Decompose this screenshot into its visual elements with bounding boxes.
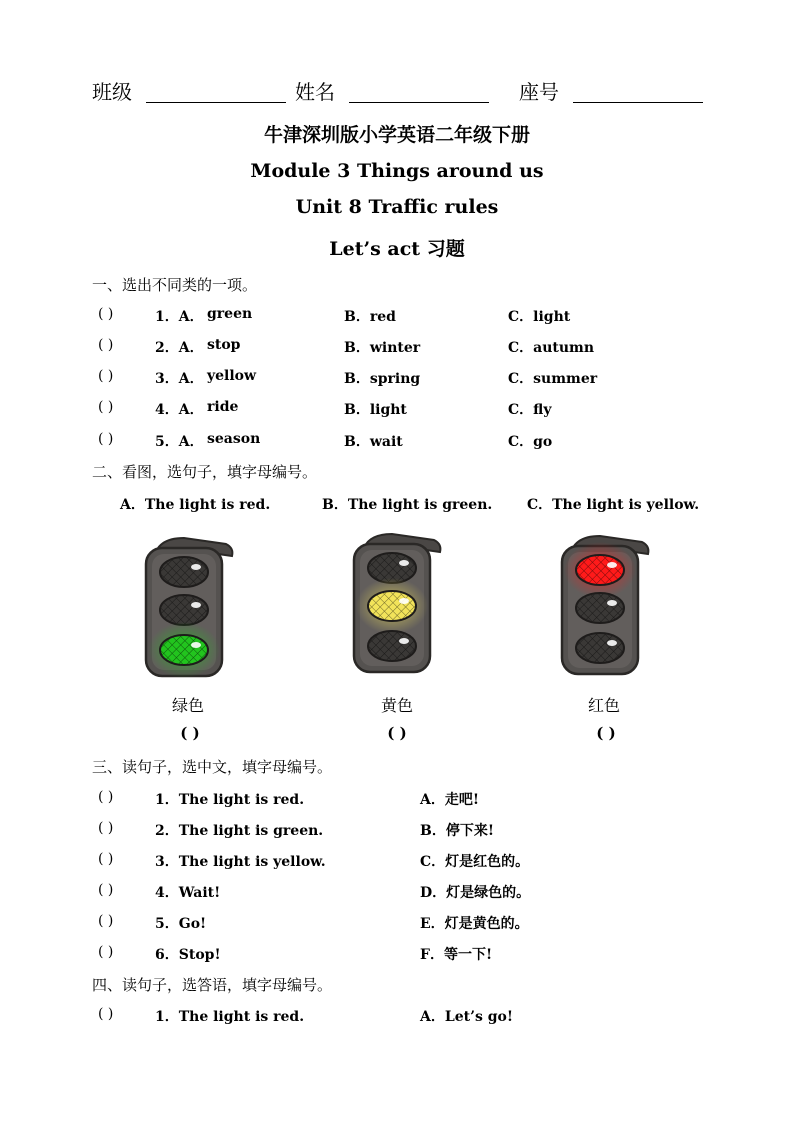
question-row — [0, 368, 794, 388]
option-c: C．The light is yellow. — [527, 497, 700, 513]
option-a: ride — [207, 399, 239, 415]
answer-option: D．灯是绿色的。 — [420, 885, 531, 901]
question-number: 4．A． — [155, 402, 204, 418]
question-row — [0, 789, 794, 809]
option-b: B．red — [344, 309, 396, 325]
module-title: Module 3 Things around us — [250, 160, 544, 182]
question-row — [0, 306, 794, 326]
option-a: green — [207, 306, 253, 322]
answer-blank[interactable]: ( ) — [98, 368, 114, 384]
answer-blank-yellow[interactable]: ( ) — [387, 724, 407, 742]
question-row — [0, 851, 794, 871]
question-row — [0, 820, 794, 840]
answer-blank-red[interactable]: ( ) — [596, 724, 616, 742]
traffic-light-red-image — [550, 528, 660, 678]
question-row — [0, 337, 794, 357]
answer-option: E．灯是黄色的。 — [420, 916, 529, 932]
answer-blank[interactable]: ( ) — [98, 431, 114, 447]
option-b: B．light — [344, 402, 407, 418]
section1-heading: 一、选出不同类的一项。 — [92, 276, 258, 294]
color-label-red: 红色 — [587, 696, 620, 715]
section3-heading: 三、读句子，选中文，填字母编号。 — [92, 758, 333, 776]
answer-option: A．走吧! — [420, 792, 480, 808]
name-label: 姓名 — [295, 80, 335, 104]
option-b: B．The light is green. — [322, 497, 493, 513]
question-number: 5．A． — [155, 434, 204, 450]
option-c: C．summer — [508, 371, 598, 387]
option-c: C．autumn — [508, 340, 595, 356]
question-text: 1．The light is red. — [155, 1009, 305, 1025]
question-number: 2．A． — [155, 340, 204, 356]
class-label: 班级 — [92, 80, 132, 104]
question-number: 1．A． — [155, 309, 204, 325]
color-label-green: 绿色 — [171, 696, 204, 715]
answer-blank[interactable]: ( ) — [98, 1006, 114, 1022]
question-row — [0, 431, 794, 451]
color-label-yellow: 黄色 — [380, 696, 413, 715]
option-b: B．wait — [344, 434, 403, 450]
answer-blank[interactable]: ( ) — [98, 306, 114, 322]
traffic-light-yellow-image — [342, 526, 452, 676]
answer-blank[interactable]: ( ) — [98, 337, 114, 353]
question-row — [0, 399, 794, 419]
answer-blank[interactable]: ( ) — [98, 820, 114, 836]
answer-option: A．Let’s go! — [420, 1009, 513, 1025]
option-c: C．fly — [508, 402, 552, 418]
option-b: B．winter — [344, 340, 421, 356]
lesson-title: Let’s act 习题 — [329, 238, 465, 260]
question-row — [0, 1006, 794, 1026]
answer-blank[interactable]: ( ) — [98, 882, 114, 898]
traffic-light-green-image — [134, 530, 244, 680]
seat-label: 座号 — [519, 80, 559, 104]
question-row — [0, 944, 794, 964]
answer-option: F．等一下! — [420, 947, 493, 963]
name-blank[interactable] — [349, 102, 489, 103]
question-text: 6．Stop! — [155, 947, 221, 963]
answer-blank[interactable]: ( ) — [98, 913, 114, 929]
answer-option: B．停下来! — [420, 823, 494, 839]
option-b: B．spring — [344, 371, 421, 387]
answer-blank[interactable]: ( ) — [98, 789, 114, 805]
answer-blank-green[interactable]: ( ) — [180, 724, 200, 742]
question-number: 3．A． — [155, 371, 204, 387]
option-a: stop — [207, 337, 241, 353]
question-row — [0, 882, 794, 902]
book-title: 牛津深圳版小学英语二年级下册 — [263, 124, 530, 146]
question-text: 5．Go! — [155, 916, 207, 932]
answer-option: C．灯是红色的。 — [420, 854, 530, 870]
question-row — [0, 913, 794, 933]
section2-heading: 二、看图，选句子，填字母编号。 — [92, 463, 318, 481]
option-c: C．go — [508, 434, 553, 450]
option-a: season — [207, 431, 261, 447]
section4-heading: 四、读句子，选答语，填字母编号。 — [92, 976, 333, 994]
question-text: 2．The light is green. — [155, 823, 324, 839]
answer-blank[interactable]: ( ) — [98, 399, 114, 415]
unit-title: Unit 8 Traffic rules — [295, 196, 499, 218]
question-text: 4．Wait! — [155, 885, 221, 901]
seat-blank[interactable] — [573, 102, 703, 103]
option-a: yellow — [207, 368, 257, 384]
option-a: A．The light is red. — [120, 497, 271, 513]
answer-blank[interactable]: ( ) — [98, 851, 114, 867]
option-c: C．light — [508, 309, 571, 325]
question-text: 1．The light is red. — [155, 792, 305, 808]
answer-blank[interactable]: ( ) — [98, 944, 114, 960]
class-blank[interactable] — [146, 102, 286, 103]
question-text: 3．The light is yellow. — [155, 854, 326, 870]
